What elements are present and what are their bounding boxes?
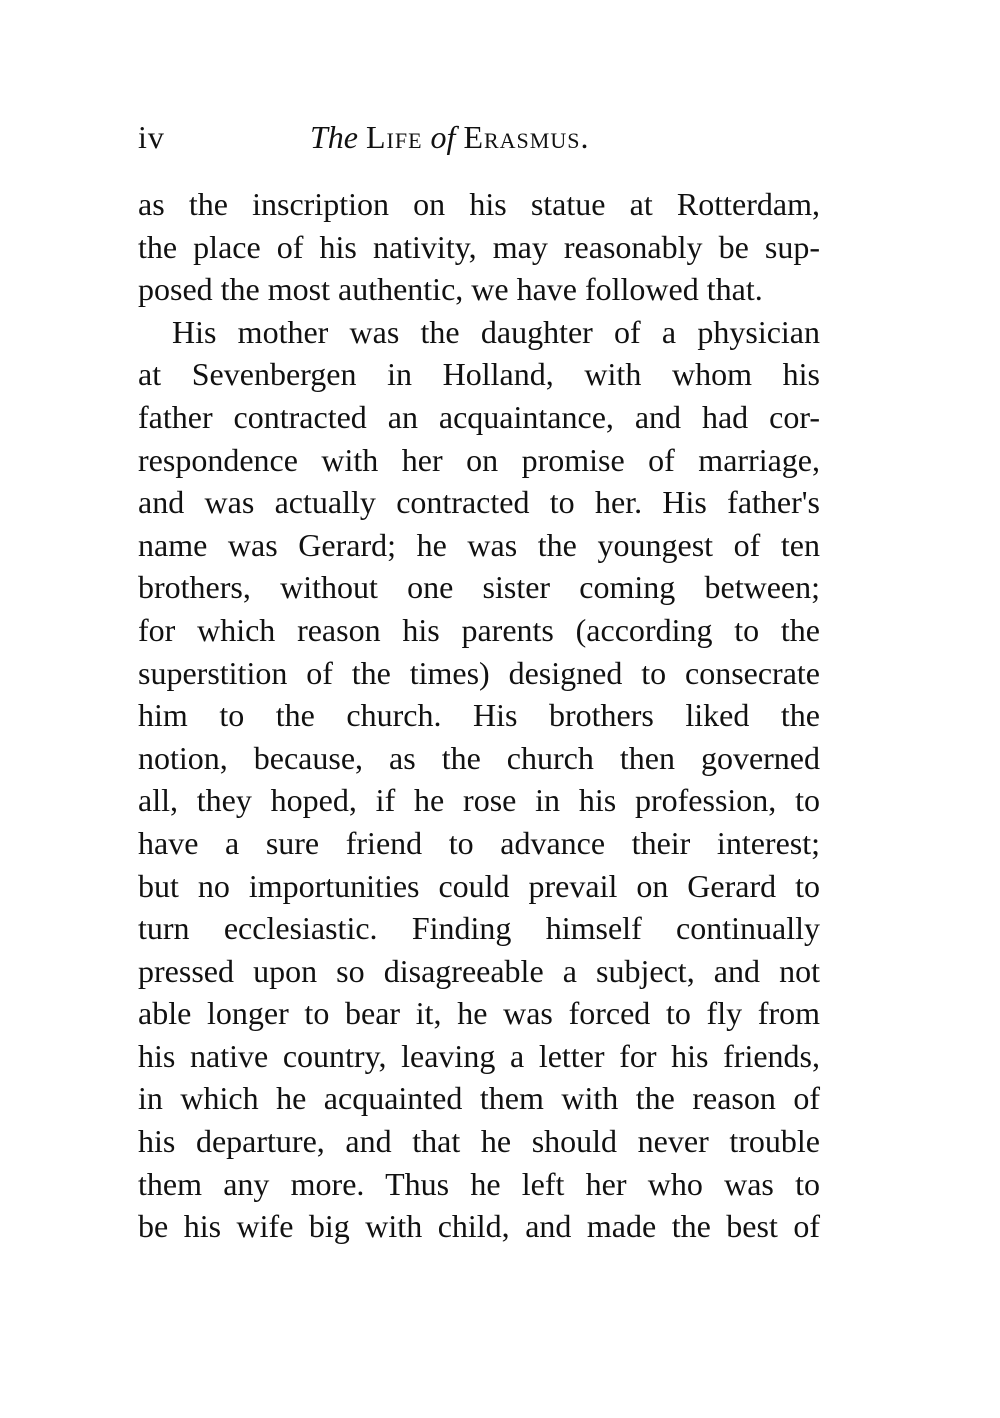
text-line: them any more. Thus he left her who was to — [138, 1165, 820, 1202]
text-line: superstition of the times) designed to consecrate — [138, 654, 820, 691]
text-line: him to the church. His brothers liked the — [138, 697, 820, 734]
text-line: able longer to bear it, he was forced to fly from — [138, 995, 820, 1032]
text-line: for which reason his parents (according to the — [138, 611, 820, 648]
text-line: father contracted an acquaintance, and had cor- — [138, 398, 820, 435]
running-title-life: Life — [366, 119, 423, 155]
text-line: have a sure friend to advance their interest; — [138, 824, 820, 861]
text-line: turn ecclesiastic. Finding himself continually — [138, 910, 820, 947]
running-header — [138, 112, 828, 162]
text-line: and was actually contracted to her. His father's — [138, 484, 820, 521]
text-line: all, they hoped, if he rose in his profession, to — [138, 782, 820, 819]
text-line: be his wife big with child, and made the best of — [138, 1208, 820, 1245]
text-line: his departure, and that he should never trouble — [138, 1123, 820, 1160]
text-line: pressed upon so disagreeable a subject, and not — [138, 952, 820, 989]
text-line: as the inscription on his statue at Rotterdam, — [138, 186, 820, 222]
running-title — [310, 112, 589, 162]
text-line: at Sevenbergen in Holland, with whom his — [138, 356, 820, 393]
running-title-erasmus: Erasmus. — [463, 119, 590, 155]
text-line: his native country, leaving a letter for his friends, — [138, 1037, 820, 1074]
page-number: iv — [138, 119, 165, 155]
body-text — [138, 183, 820, 1248]
text-line: brothers, without one sister coming between; — [138, 569, 820, 606]
text-line: name was Gerard; he was the youngest of ten — [138, 526, 820, 563]
text-line: but no importunities could prevail on Gerard to — [138, 867, 820, 904]
text-line: notion, because, as the church then governed — [138, 739, 820, 776]
text-line: respondence with her on promise of marriage, — [138, 441, 820, 478]
running-title-of: of — [430, 119, 456, 155]
running-title-the: The — [310, 119, 358, 155]
text-line: posed the most authentic, we have followed that. — [138, 271, 763, 308]
text-line: in which he acquainted them with the reason of — [138, 1080, 820, 1117]
text-line: His mother was the daughter of a physician — [172, 313, 820, 350]
text-line: the place of his nativity, may reasonably be sup- — [138, 228, 820, 265]
